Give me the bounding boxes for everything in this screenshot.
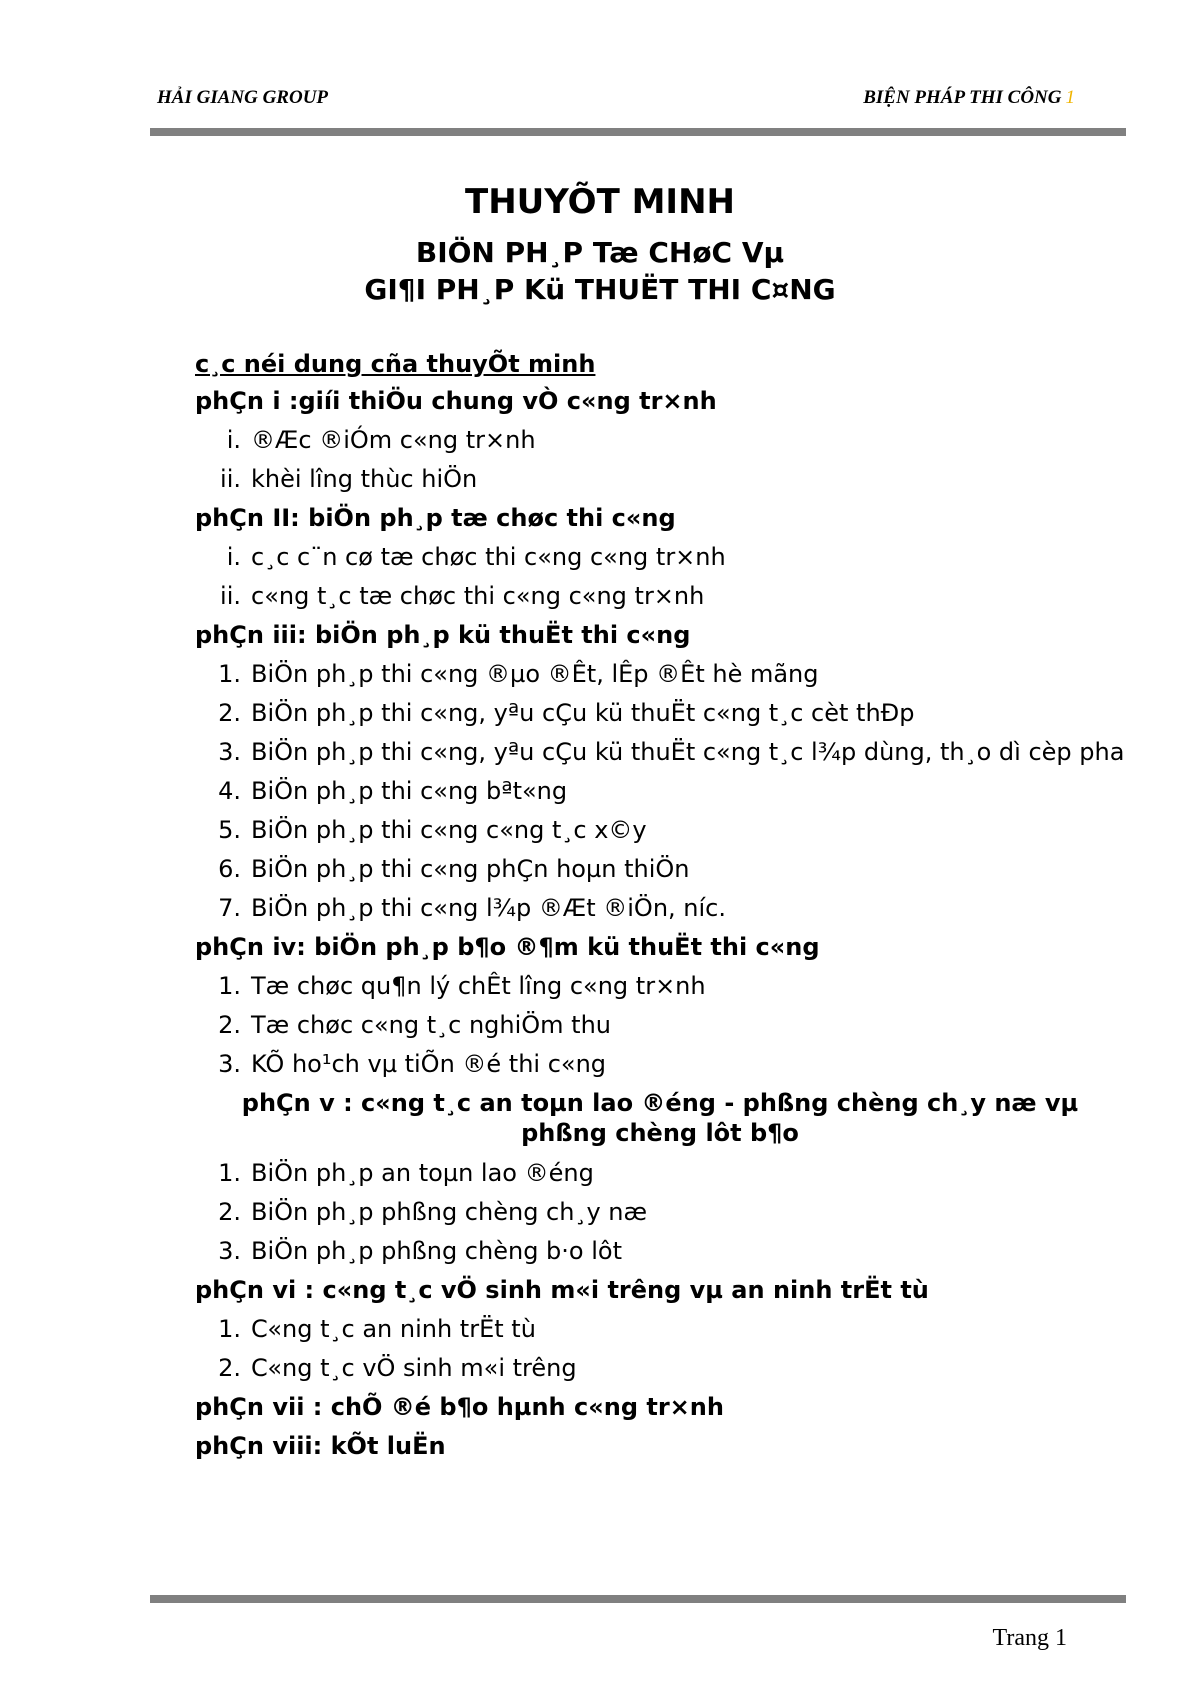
toc-item-number: 3. (218, 1050, 241, 1078)
toc-item (195, 1310, 1125, 1349)
toc-part-4: phÇn iv: biÖn ph¸p b¶o ®¶m kü thuËt thi c«ng (195, 933, 820, 961)
toc-item (195, 811, 1125, 850)
toc-item-number: 1. (218, 972, 241, 1000)
toc-item-text: khèi lîng thùc hiÖn (251, 465, 478, 493)
toc-item (195, 1232, 1125, 1271)
toc-item-text: BiÖn ph¸p thi c«ng, yªu cÇu kü thuËt c«ng t¸c cèt thÐp (251, 699, 915, 727)
toc-item-text: BiÖn ph¸p thi c«ng, yªu cÇu kü thuËt c«ng t¸c l¾p dùng, th¸o dì cèp pha (251, 738, 1125, 766)
toc-item-number: 3. (218, 738, 241, 766)
toc-item-text: C«ng t¸c an ninh trËt tù (251, 1315, 536, 1343)
document-subtitle-1: BIÖN PH¸P Tæ CHøC Vµ (415, 236, 785, 269)
toc-item (195, 538, 1125, 577)
toc-item (195, 889, 1125, 928)
toc-part-3: phÇn iii: biÖn ph¸p kü thuËt thi c«ng (195, 621, 691, 649)
toc-item-text: Tæ chøc qu¶n lý chÊt lîng c«ng tr×nh (251, 972, 706, 1000)
toc-item-number: 1. (218, 1159, 241, 1187)
header-doc-title (863, 87, 1075, 109)
document-title: THUYÕT MINH (465, 182, 735, 222)
toc-part-5: phÇn v : c«ng t¸c an toµn lao ®éng - phßng chèng ch¸y næ vµ phßng chèng lôt b¶o (241, 1089, 1079, 1147)
toc-item-text: BiÖn ph¸p thi c«ng phÇn hoµn thiÖn (251, 855, 690, 883)
toc-item (195, 1154, 1125, 1193)
toc-item-text: BiÖn ph¸p phßng chèng b·o lôt (251, 1237, 622, 1265)
toc-item (195, 1006, 1125, 1045)
toc-item-number: 2. (218, 699, 241, 727)
header-company: HẢI GIANG GROUP (157, 87, 329, 108)
toc-item-text: c«ng t¸c tæ chøc thi c«ng c«ng tr×nh (251, 582, 705, 610)
toc-item (195, 1193, 1125, 1232)
toc-item-number: 4. (218, 777, 241, 805)
toc-item-text: C«ng t¸c vÖ sinh m«i trêng (251, 1354, 577, 1382)
toc-item-number: 1. (218, 660, 241, 688)
table-of-contents (195, 346, 1125, 1466)
toc-item (195, 1045, 1125, 1084)
toc-item-text: ®Æc ®iÓm c«ng tr×nh (251, 426, 536, 454)
toc-item-number: ii. (220, 582, 241, 610)
toc-heading: c¸c néi dung cña thuyÕt minh (195, 350, 596, 378)
header-rule (150, 128, 1126, 136)
toc-item (195, 577, 1125, 616)
toc-item-number: 3. (218, 1237, 241, 1265)
toc-part-2: phÇn II: biÖn ph¸p tæ chøc thi c«ng (195, 504, 676, 532)
toc-item-number: 1. (218, 1315, 241, 1343)
header-page-mark: 1 (1065, 87, 1075, 108)
toc-item-text: c¸c c¨n cø tæ chøc thi c«ng c«ng tr×nh (251, 543, 726, 571)
toc-item-number: 5. (218, 816, 241, 844)
toc-item-number: i. (226, 426, 241, 454)
toc-item (195, 460, 1125, 499)
toc-item (195, 655, 1125, 694)
toc-item (195, 1349, 1125, 1388)
toc-item-number: ii. (220, 465, 241, 493)
toc-item (195, 772, 1125, 811)
toc-item (195, 850, 1125, 889)
document-subtitle-2: GI¶I PH¸P Kü THUËT THI C¤NG (364, 273, 836, 306)
toc-item-text: BiÖn ph¸p phßng chèng ch¸y næ (251, 1198, 648, 1226)
toc-item-number: 7. (218, 894, 241, 922)
page-number: Trang 1 (992, 1625, 1067, 1651)
toc-item-number: 2. (218, 1354, 241, 1382)
toc-item-number: i. (226, 543, 241, 571)
toc-item-text: Tæ chøc c«ng t¸c nghiÖm thu (251, 1011, 612, 1039)
toc-item-number: 2. (218, 1198, 241, 1226)
toc-item-text: BiÖn ph¸p thi c«ng l¾p ®Æt ®iÖn, níc. (251, 894, 726, 922)
header-doc-title-text: BIỆN PHÁP THI CÔNG (863, 87, 1062, 108)
toc-item (195, 737, 1125, 767)
toc-part-6: phÇn vi : c«ng t¸c vÖ sinh m«i trêng vµ an ninh trËt tù (195, 1276, 929, 1304)
toc-item-text: BiÖn ph¸p thi c«ng bªt«ng (251, 777, 568, 805)
toc-item (195, 421, 1125, 460)
toc-item-text: BiÖn ph¸p an toµn lao ®éng (251, 1159, 594, 1187)
toc-item (195, 967, 1125, 1006)
toc-item-text: KÕ ho¹ch vµ tiÕn ®é thi c«ng (251, 1050, 607, 1078)
toc-item-text: BiÖn ph¸p thi c«ng c«ng t¸c x©y (251, 816, 647, 844)
toc-item (195, 694, 1125, 733)
footer-rule (150, 1595, 1126, 1603)
toc-part-1: phÇn i :giíi thiÖu chung vÒ c«ng tr×nh (195, 387, 717, 415)
toc-part-8: phÇn viii: kÕt luËn (195, 1432, 446, 1460)
toc-part-7: phÇn vii : chÕ ®é b¶o hµnh c«ng tr×nh (195, 1393, 724, 1421)
toc-item-number: 2. (218, 1011, 241, 1039)
toc-item-number: 6. (218, 855, 241, 883)
toc-item-text: BiÖn ph¸p thi c«ng ®µo ®Êt, lÊp ®Êt hè mãng (251, 660, 819, 688)
